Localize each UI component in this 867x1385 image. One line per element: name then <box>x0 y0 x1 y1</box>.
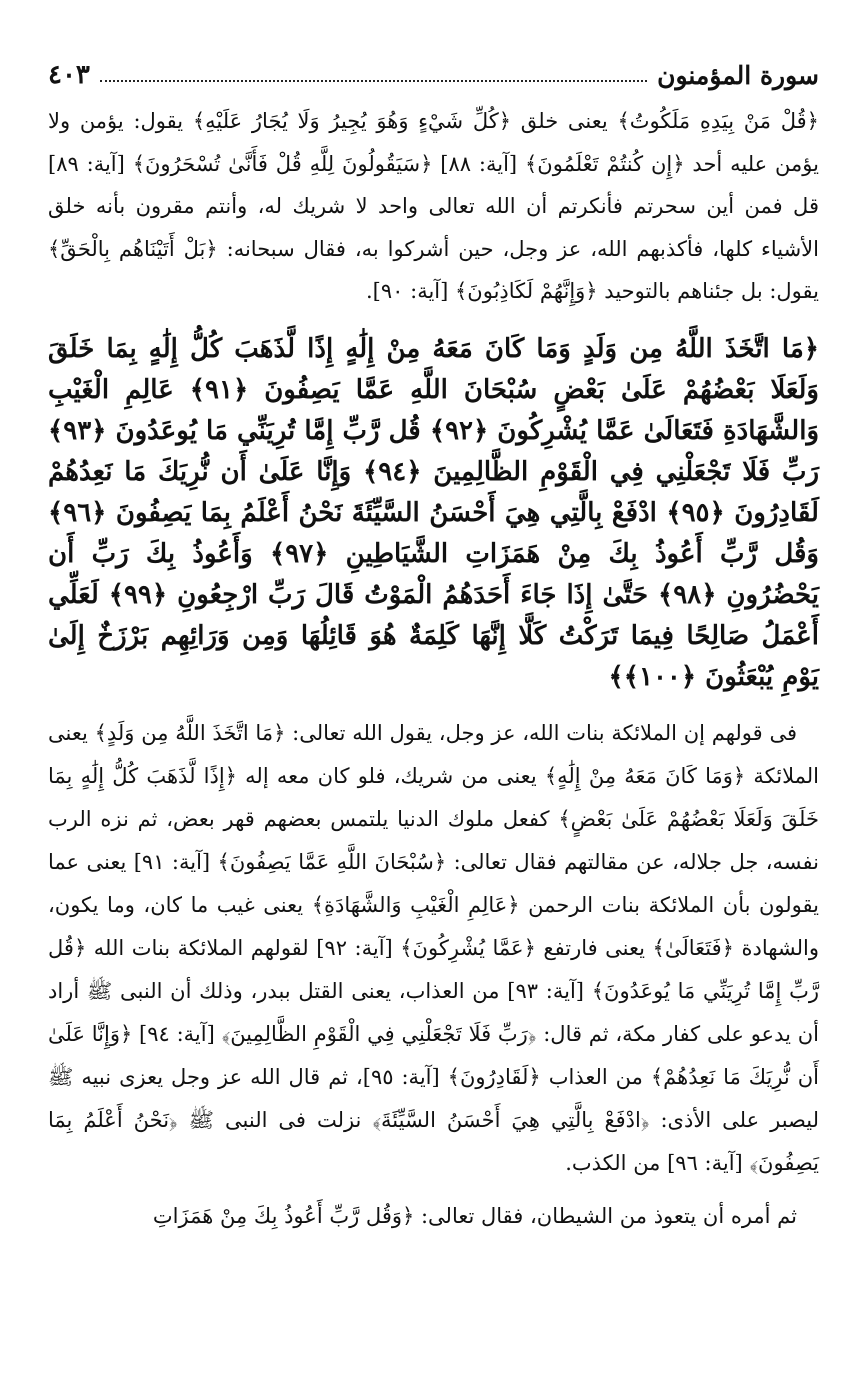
commentary-paragraph-2: فى قولهم إن الملائكة بنات الله، عز وجل، يقول الله تعالى: ﴿مَا اتَّخَذَ اللَّهُ مِن وَلَدٍ﴾ يعنى الملائكة ﴿وَمَا كَانَ مَعَهُ مِنْ إِلَٰهٍ﴾ يعنى من شريك، فلو كان معه إله ﴿إِذًا لَّذَهَبَ كُلُّ إِلَٰهٍ بِمَا خَلَقَ وَلَعَلَا بَعْضُهُمْ عَلَىٰ بَعْضٍ﴾ كفعل ملوك الدنيا يلتمس بعضهم قهر بعض، ثم نزه الرب نفسه، جل جلاله، عن مقالتهم فقال تعالى: ﴿سُبْحَانَ اللَّهِ عَمَّا يَصِفُونَ﴾ [آية: ٩١] يعنى عما يقولون بأن الملائكة بنات الرحمن ﴿عَالِمِ الْغَيْبِ وَالشَّهَادَةِ﴾ يعنى غيب ما كان، وما يكون، والشهادة ﴿فَتَعَالَىٰ﴾ يعنى فارتفع ﴿عَمَّا يُشْرِكُونَ﴾ [آية: ٩٢] لقولهم الملائكة بنات الله ﴿قُل رَّبِّ إِمَّا تُرِيَنِّي مَا يُوعَدُونَ﴾ [آية: ٩٣] من العذاب، يعنى القتل ببدر، وذلك أن النبى ﷺ أراد أن يدعو على كفار مكة، ثم قال: ﴿رَبِّ فَلَا تَجْعَلْنِي فِي الْقَوْمِ الظَّالِمِينَ﴾ [آية: ٩٤] ﴿وَإِنَّا عَلَىٰ أَن نُّرِيَكَ مَا نَعِدُهُمْ﴾ من العذاب ﴿لَقَادِرُونَ﴾ [آية: ٩٥]، ثم قال الله عز وجل يعزى نبيه ﷺ ليصبر على الأذى: ﴿ادْفَعْ بِالَّتِي هِيَ أَحْسَنُ السَّيِّئَةَ﴾ نزلت فى النبى ﷺ ﴿نَحْنُ أَعْلَمُ بِمَا يَصِفُونَ﴾ [آية: ٩٦] من الكذب. <box>48 720 820 1175</box>
commentary-paragraph-1: ﴿قُلْ مَنْ بِيَدِهِ مَلَكُوتُ﴾ يعنى خلق ﴿كُلِّ شَيْءٍ وَهُوَ يُجِيرُ وَلَا يُجَارُ عَلَيْهِ﴾ يقول: يؤمن ولا يؤمن عليه أحد ﴿إِن كُنتُمْ تَعْلَمُونَ﴾ [آية: ٨٨] ﴿سَيَقُولُونَ لِلَّهِ قُلْ فَأَنَّىٰ تُسْحَرُونَ﴾ [آية: ٨٩] قل فمن أين سحرتم فأنكرتم أن الله تعالى واحد لا شريك له، وأنتم مقرون بأنه خلق الأشياء كلها، فأكذبهم الله، عز وجل، حين أشركوا به، فقال سبحانه: ﴿بَلْ أَتَيْنَاهُم بِالْحَقِّ﴾ يقول: بل جئناهم بالتوحيد ﴿وَإِنَّهُمْ لَكَاذِبُونَ﴾ [آية: ٩٠]. <box>48 109 819 303</box>
quran-verses-block: ﴿مَا اتَّخَذَ اللَّهُ مِن وَلَدٍ وَمَا كَانَ مَعَهُ مِنْ إِلَٰهٍ إِذًا لَّذَهَبَ كُلُّ إِلَٰهٍ بِمَا خَلَقَ وَلَعَلَا بَعْضُهُمْ عَلَىٰ بَعْضٍ سُبْحَانَ اللَّهِ عَمَّا يَصِفُونَ ﴿٩١﴾ عَالِمِ الْغَيْبِ وَالشَّهَادَةِ فَتَعَالَىٰ عَمَّا يُشْرِكُونَ ﴿٩٢﴾ قُل رَّبِّ إِمَّا تُرِيَنِّي مَا يُوعَدُونَ ﴿٩٣﴾ رَبِّ فَلَا تَجْعَلْنِي فِي الْقَوْمِ الظَّالِمِينَ ﴿٩٤﴾ وَإِنَّا عَلَىٰ أَن نُّرِيَكَ مَا نَعِدُهُمْ لَقَادِرُونَ ﴿٩٥﴾ ادْفَعْ بِالَّتِي هِيَ أَحْسَنُ السَّيِّئَةَ نَحْنُ أَعْلَمُ بِمَا يَصِفُونَ ﴿٩٦﴾ وَقُل رَّبِّ أَعُوذُ بِكَ مِنْ هَمَزَاتِ الشَّيَاطِينِ ﴿٩٧﴾ وَأَعُوذُ بِكَ رَبِّ أَن يَحْضُرُونِ ﴿٩٨﴾ حَتَّىٰ إِذَا جَاءَ أَحَدَهُمُ الْمَوْتُ قَالَ رَبِّ ارْجِعُونِ ﴿٩٩﴾ لَعَلِّي أَعْمَلُ صَالِحًا فِيمَا تَرَكْتُ كَلَّا إِنَّهَا كَلِمَةٌ هُوَ قَائِلُهَا وَمِن وَرَائِهِم بَرْزَخٌ إِلَىٰ يَوْمِ يُبْعَثُونَ ﴿١٠٠﴾﴾ <box>48 333 820 692</box>
surah-title: سورة المؤمنون <box>657 61 819 90</box>
page-number: ٤٠٣ <box>48 60 90 90</box>
commentary-paragraph-3: ثم أمره أن يتعوذ من الشيطان، فقال تعالى: ﴿وَقُل رَّبِّ أَعُوذُ بِكَ مِنْ هَمَزَاتِ <box>152 1203 797 1228</box>
page-header <box>48 52 819 90</box>
header-dotted-leader <box>100 79 647 82</box>
